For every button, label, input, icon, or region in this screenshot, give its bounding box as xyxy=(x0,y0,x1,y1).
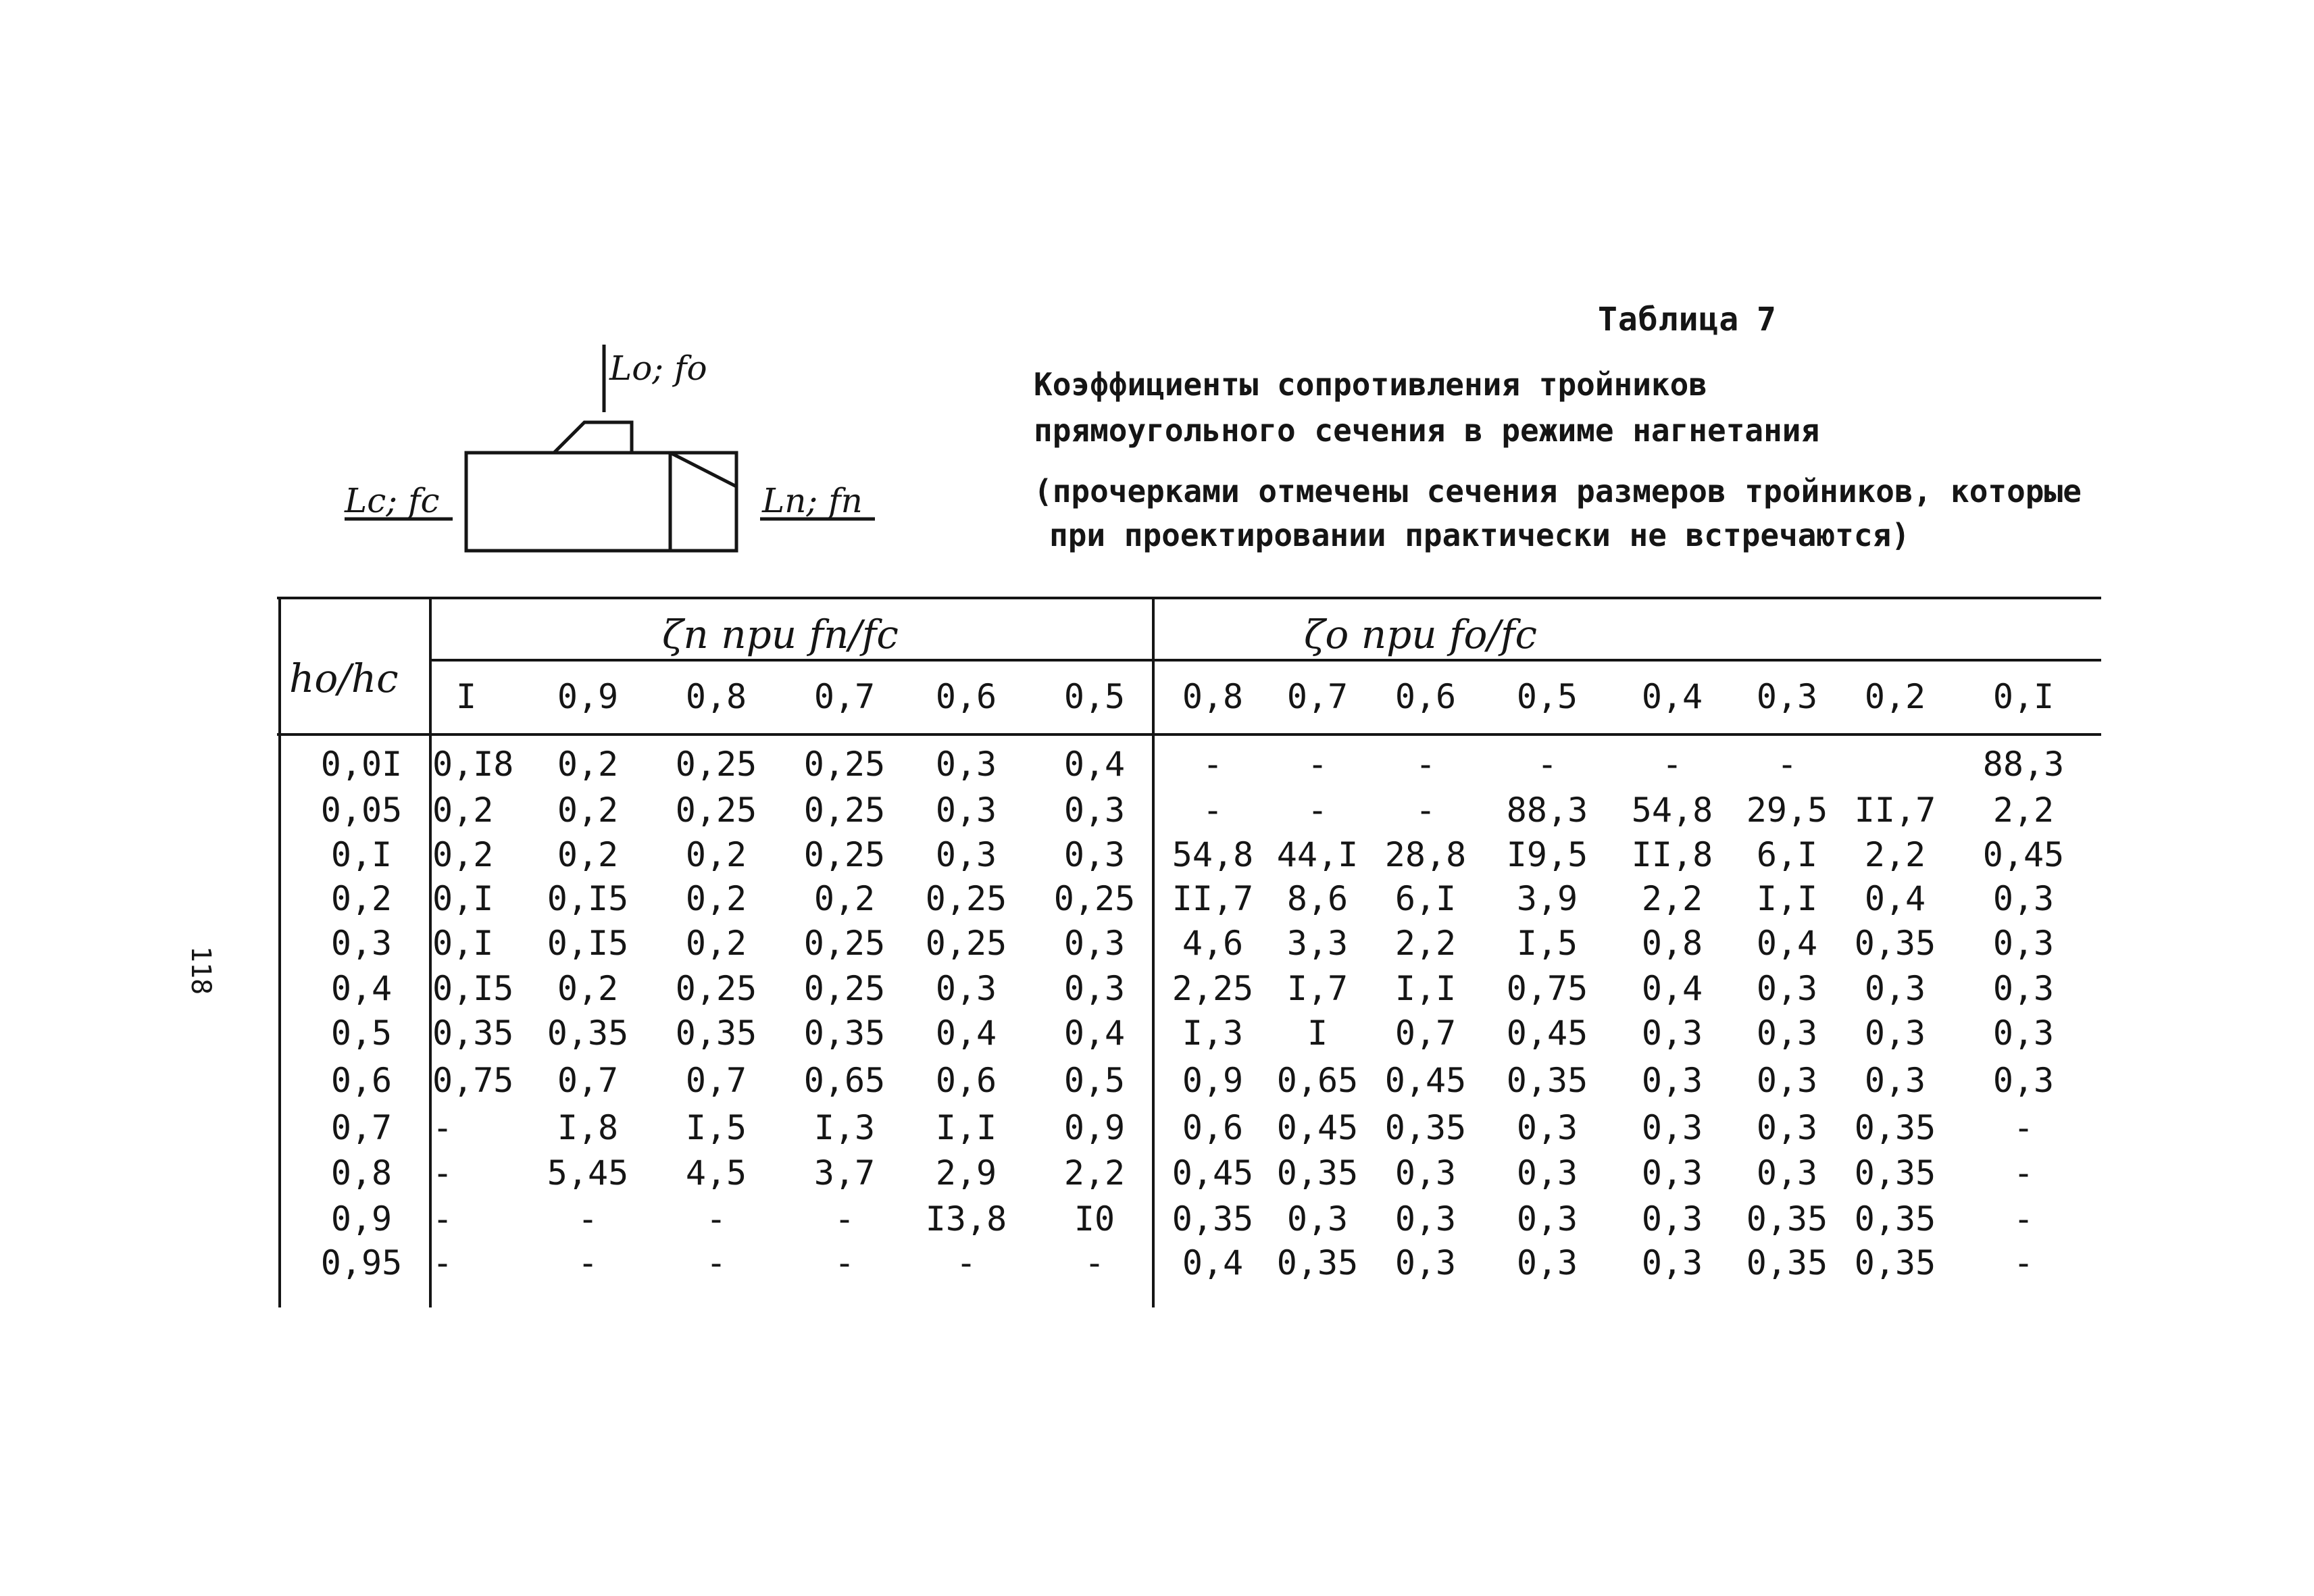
row-header-value: 0,4 xyxy=(330,969,393,1008)
table-cell: 0,9 xyxy=(1063,1108,1126,1147)
table-cell: 0,2 xyxy=(557,791,619,830)
table-cell: 0,3 xyxy=(935,969,997,1008)
table-cell: 0,3 xyxy=(1516,1108,1578,1147)
column-header: 0,7 xyxy=(813,677,876,716)
table-cell: 2,25 xyxy=(1172,969,1254,1008)
row-header-value: 0,5 xyxy=(330,1014,393,1053)
column-header: 0,8 xyxy=(1182,677,1244,716)
table-cell: 6,I xyxy=(1394,879,1457,918)
table-cell: 3,7 xyxy=(813,1153,876,1193)
table-cell: - xyxy=(432,1243,453,1282)
table-cell: 0,3 xyxy=(935,835,997,874)
table-cell: - xyxy=(432,1108,453,1147)
table-cell: 0,3 xyxy=(1992,924,2055,963)
table-cell: 0,3 xyxy=(1992,1061,2055,1100)
table-cell: 0,3 xyxy=(1394,1243,1457,1282)
table-cell: 0,65 xyxy=(803,1061,886,1100)
table-cell: 0,25 xyxy=(675,791,757,830)
table-cell: 4,6 xyxy=(1182,924,1244,963)
table-cell: 3,9 xyxy=(1516,879,1578,918)
table-cell: - xyxy=(1202,791,1224,830)
table-cell: 0,3 xyxy=(1756,1014,1818,1053)
table-header-rule xyxy=(277,733,2101,736)
table-cell: 0,45 xyxy=(1384,1061,1467,1100)
table-cell: 0,2 xyxy=(557,745,619,784)
table-cell: 88,3 xyxy=(1982,745,2065,784)
table-cell: I9,5 xyxy=(1506,835,1588,874)
column-header: 0,4 xyxy=(1641,677,1703,716)
row-header-value: 0,I xyxy=(330,835,393,874)
row-header-value: 0,95 xyxy=(320,1243,403,1282)
table-cell: 0,3 xyxy=(1516,1243,1578,1282)
table-cell: - xyxy=(577,1243,599,1282)
page-number: 118 xyxy=(185,946,216,995)
table-cell: 0,3 xyxy=(1864,1061,1926,1100)
table-cell: 0,I5 xyxy=(547,879,629,918)
row-header-value: 0,8 xyxy=(330,1153,393,1193)
table-cell: 0,25 xyxy=(803,969,886,1008)
table-cell: 0,35 xyxy=(1854,1153,1936,1193)
table-cell: 0,75 xyxy=(1506,969,1588,1008)
column-header: 0,5 xyxy=(1516,677,1578,716)
table-cell: 0,3 xyxy=(1756,969,1818,1008)
table-cell: I0 xyxy=(1074,1199,1115,1239)
table-cell: I,I xyxy=(935,1108,997,1147)
table-cell: 0,45 xyxy=(1276,1108,1359,1147)
table-cell: 0,25 xyxy=(925,924,1007,963)
table-cell: 0,2 xyxy=(557,969,619,1008)
table-cell: 0,35 xyxy=(1384,1108,1467,1147)
table-cell: 0,25 xyxy=(803,835,886,874)
table-left-border xyxy=(278,597,281,1307)
table-cell: - xyxy=(1415,745,1436,784)
table-group-rule xyxy=(429,659,2101,662)
table-cell: 44,I xyxy=(1276,835,1359,874)
table-cell: 0,3 xyxy=(1992,1014,2055,1053)
table-cell: 0,35 xyxy=(1854,1108,1936,1147)
table-cell: 88,3 xyxy=(1506,791,1588,830)
table-cell: 0,3 xyxy=(935,791,997,830)
table-cell: 0,2 xyxy=(685,879,747,918)
table-cell: 0,45 xyxy=(1982,835,2065,874)
table-cell: 0,7 xyxy=(685,1061,747,1100)
table-cell: 0,3 xyxy=(1756,1061,1818,1100)
table-cell: 0,3 xyxy=(1063,969,1126,1008)
table-caption-number: 7 xyxy=(1757,301,1776,339)
table-cell: 0,2 xyxy=(432,835,494,874)
group2-header: ζo при fo/fc xyxy=(1304,612,1537,657)
table-cell: 0,3 xyxy=(1394,1199,1457,1239)
table-cell: 0,3 xyxy=(1641,1243,1703,1282)
row-header-value: 0,6 xyxy=(330,1061,393,1100)
table-cell: 0,3 xyxy=(1286,1199,1349,1239)
table-cell: 0,3 xyxy=(1864,969,1926,1008)
table-cell: 2,2 xyxy=(1063,1153,1126,1193)
column-header: I xyxy=(455,677,477,716)
group1-header: ζn при fn/fc xyxy=(662,612,899,657)
table-cell: 0,35 xyxy=(547,1014,629,1053)
table-cell: I,3 xyxy=(813,1108,876,1147)
table-row-header-rule xyxy=(429,597,432,1307)
table-cell: 0,3 xyxy=(1063,835,1126,874)
table-cell: 0,25 xyxy=(925,879,1007,918)
table-cell: 2,2 xyxy=(1641,879,1703,918)
table-cell: 0,3 xyxy=(1992,879,2055,918)
column-header: 0,I xyxy=(1992,677,2055,716)
table-cell: 6,I xyxy=(1756,835,1818,874)
table-cell: II,8 xyxy=(1631,835,1713,874)
table-cell: - xyxy=(1307,791,1328,830)
table-cell: 0,2 xyxy=(557,835,619,874)
table-cell: 0,25 xyxy=(803,791,886,830)
table-cell: 3,3 xyxy=(1286,924,1349,963)
tee-junction-sketch xyxy=(331,338,905,561)
table-note-line-1: (прочерками отмечены сечения размеров тройников, которые xyxy=(1034,473,2082,509)
table-cell: 0,45 xyxy=(1506,1014,1588,1053)
table-cell: 0,65 xyxy=(1276,1061,1359,1100)
table-cell: - xyxy=(1661,745,1683,784)
table-cell: - xyxy=(1202,745,1224,784)
table-title-line-2: прямоугольного сечения в режиме нагнетания xyxy=(1034,412,1820,449)
table-cell: 0,3 xyxy=(1756,1108,1818,1147)
table-cell: 0,25 xyxy=(803,745,886,784)
table-cell: 0,3 xyxy=(1394,1153,1457,1193)
table-cell: 0,35 xyxy=(1172,1199,1254,1239)
table-cell: 0,4 xyxy=(1756,924,1818,963)
table-cell: I3,8 xyxy=(925,1199,1007,1239)
table-cell: 0,25 xyxy=(803,924,886,963)
table-cell: 0,4 xyxy=(1641,969,1703,1008)
column-header: 0,7 xyxy=(1286,677,1349,716)
table-cell: 0,4 xyxy=(935,1014,997,1053)
table-cell: 0,35 xyxy=(1506,1061,1588,1100)
table-cell: - xyxy=(2013,1243,2034,1282)
table-cell: 4,5 xyxy=(685,1153,747,1193)
table-cell: 0,35 xyxy=(1854,924,1936,963)
table-cell: - xyxy=(1776,745,1798,784)
row-header-value: 0,7 xyxy=(330,1108,393,1147)
inlet-label: Lc; fc xyxy=(345,481,440,520)
table-cell: 0,3 xyxy=(1992,969,2055,1008)
table-cell: 0,3 xyxy=(1063,924,1126,963)
table-cell: 0,6 xyxy=(935,1061,997,1100)
table-cell: I,3 xyxy=(1182,1014,1244,1053)
table-cell: 0,3 xyxy=(935,745,997,784)
table-cell: I,I xyxy=(1394,969,1457,1008)
table-cell: 0,8 xyxy=(1641,924,1703,963)
table-cell: 29,5 xyxy=(1746,791,1828,830)
table-cell: II,7 xyxy=(1854,791,1936,830)
column-header: 0,2 xyxy=(1864,677,1926,716)
table-caption-label: Таблица xyxy=(1598,301,1740,339)
table-cell: - xyxy=(1084,1243,1105,1282)
table-cell: 0,3 xyxy=(1641,1108,1703,1147)
table-cell: 0,35 xyxy=(1746,1199,1828,1239)
table-top-rule xyxy=(277,597,2101,599)
table-cell: 2,2 xyxy=(1864,835,1926,874)
table-cell: 0,2 xyxy=(685,924,747,963)
table-cell: 0,4 xyxy=(1182,1243,1244,1282)
table-cell: 0,25 xyxy=(675,745,757,784)
table-cell: 28,8 xyxy=(1384,835,1467,874)
table-cell: - xyxy=(577,1199,599,1239)
table-cell: 0,4 xyxy=(1063,745,1126,784)
table-cell: 0,9 xyxy=(1182,1061,1244,1100)
table-cell: 0,I8 xyxy=(432,745,514,784)
table-cell: 0,2 xyxy=(685,835,747,874)
table-cell: 0,35 xyxy=(1854,1199,1936,1239)
table-cell: 0,35 xyxy=(675,1014,757,1053)
column-header: 0,3 xyxy=(1756,677,1818,716)
table-cell: 0,45 xyxy=(1172,1153,1254,1193)
table-cell: 0,I5 xyxy=(547,924,629,963)
table-cell: 0,25 xyxy=(675,969,757,1008)
table-cell: 0,4 xyxy=(1864,879,1926,918)
table-cell: 0,3 xyxy=(1063,791,1126,830)
table-cell: 0,4 xyxy=(1063,1014,1126,1053)
table-cell: 0,3 xyxy=(1516,1153,1578,1193)
table-cell: - xyxy=(1536,745,1558,784)
table-cell: - xyxy=(2013,1153,2034,1193)
table-cell: 2,2 xyxy=(1992,791,2055,830)
table-cell: 0,35 xyxy=(1276,1153,1359,1193)
table-cell: 0,5 xyxy=(1063,1061,1126,1100)
table-cell: 0,3 xyxy=(1864,1014,1926,1053)
table-cell: I,I xyxy=(1756,879,1818,918)
table-note-line-2: при проектировании практически не встречаются) xyxy=(1049,517,1910,553)
table-cell: 0,3 xyxy=(1641,1153,1703,1193)
table-cell: 0,35 xyxy=(1746,1243,1828,1282)
table-group-divider xyxy=(1152,597,1155,1307)
table-cell: 0,3 xyxy=(1641,1199,1703,1239)
table-cell: 54,8 xyxy=(1172,835,1254,874)
table-cell: 0,35 xyxy=(1854,1243,1936,1282)
row-header-value: 0,2 xyxy=(330,879,393,918)
table-cell: II,7 xyxy=(1172,879,1254,918)
table-cell: 0,35 xyxy=(1276,1243,1359,1282)
row-header-value: 0,9 xyxy=(330,1199,393,1239)
row-header-value: 0,0I xyxy=(320,745,403,784)
table-cell: - xyxy=(1307,745,1328,784)
table-cell: 0,75 xyxy=(432,1061,514,1100)
table-cell: - xyxy=(1415,791,1436,830)
row-header-value: 0,05 xyxy=(320,791,403,830)
table-cell: 0,35 xyxy=(432,1014,514,1053)
table-cell: - xyxy=(432,1153,453,1193)
table-cell: 2,2 xyxy=(1394,924,1457,963)
column-header: 0,8 xyxy=(685,677,747,716)
column-header: 0,6 xyxy=(935,677,997,716)
table-cell: - xyxy=(955,1243,977,1282)
table-cell: 0,2 xyxy=(432,791,494,830)
table-cell: I,5 xyxy=(1516,924,1578,963)
branch-label: Lo; fo xyxy=(609,349,707,388)
table-cell: - xyxy=(834,1243,855,1282)
table-cell: 0,25 xyxy=(1053,879,1136,918)
row-header-label: ho/hc xyxy=(289,655,399,701)
table-cell: 0,35 xyxy=(803,1014,886,1053)
table-cell: 2,9 xyxy=(935,1153,997,1193)
table-cell: - xyxy=(834,1199,855,1239)
table-cell: 8,6 xyxy=(1286,879,1349,918)
passage-label: Ln; fn xyxy=(762,481,863,520)
table-cell: 0,2 xyxy=(813,879,876,918)
table-cell: 0,I xyxy=(432,924,494,963)
table-cell: 0,I xyxy=(432,879,494,918)
table-cell: - xyxy=(2013,1108,2034,1147)
table-cell: 5,45 xyxy=(547,1153,629,1193)
table-cell: I,7 xyxy=(1286,969,1349,1008)
table-cell: 0,3 xyxy=(1516,1199,1578,1239)
column-header: 0,6 xyxy=(1394,677,1457,716)
column-header: 0,9 xyxy=(557,677,619,716)
table-cell: - xyxy=(432,1199,453,1239)
table-cell: 0,6 xyxy=(1182,1108,1244,1147)
table-cell: I xyxy=(1307,1014,1328,1053)
table-cell: 0,3 xyxy=(1756,1153,1818,1193)
table-cell: 0,7 xyxy=(557,1061,619,1100)
table-cell: - xyxy=(705,1243,727,1282)
table-cell: 0,I5 xyxy=(432,969,514,1008)
table-cell: I,8 xyxy=(557,1108,619,1147)
table-cell: 0,3 xyxy=(1641,1061,1703,1100)
column-header: 0,5 xyxy=(1063,677,1126,716)
row-header-value: 0,3 xyxy=(330,924,393,963)
table-cell: I,5 xyxy=(685,1108,747,1147)
table-title-line-1: Коэффициенты сопротивления тройников xyxy=(1034,366,1707,403)
table-cell: - xyxy=(2013,1199,2034,1239)
table-cell: 0,3 xyxy=(1641,1014,1703,1053)
table-cell: 54,8 xyxy=(1631,791,1713,830)
table-cell: - xyxy=(705,1199,727,1239)
table-cell: 0,7 xyxy=(1394,1014,1457,1053)
